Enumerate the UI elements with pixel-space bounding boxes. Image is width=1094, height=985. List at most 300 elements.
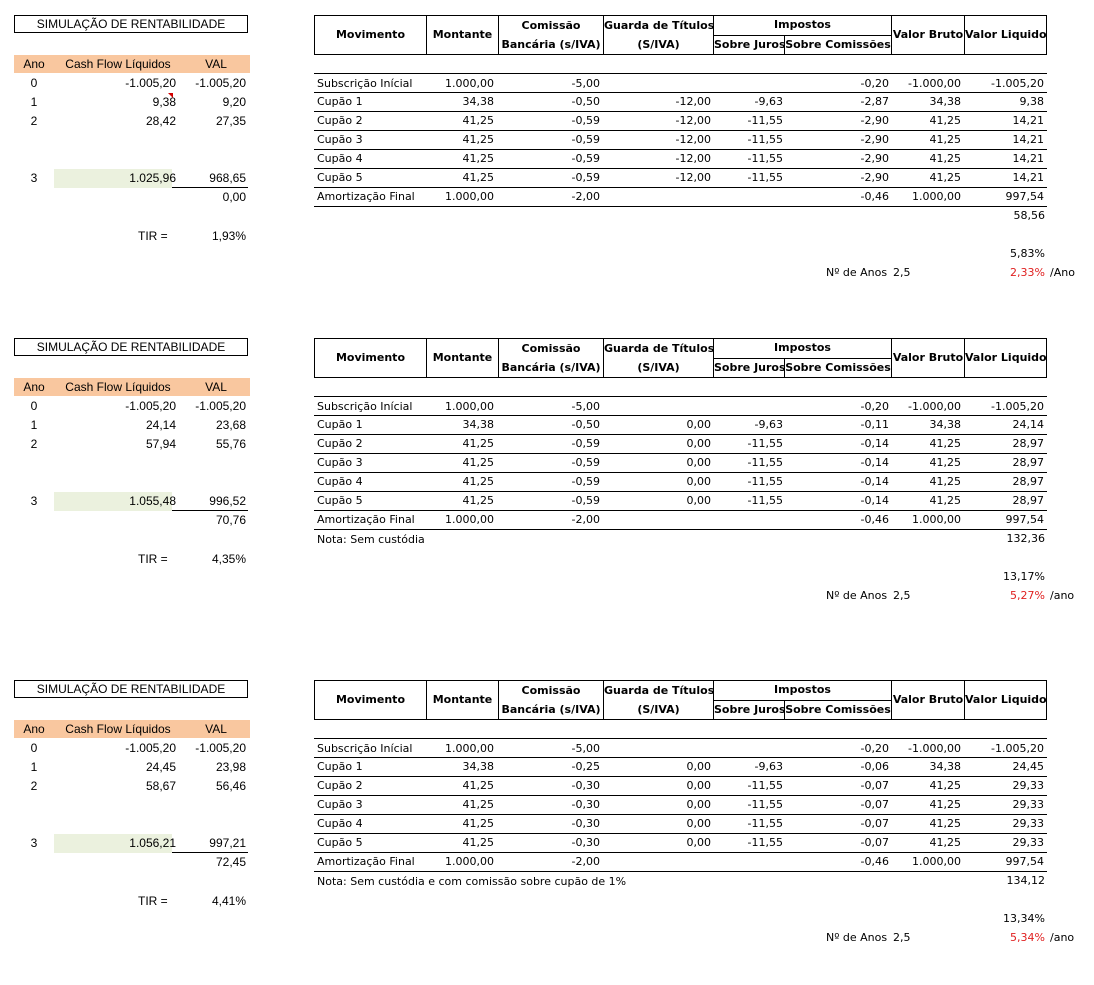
cash-flow-cell: 28,42 <box>145 114 176 128</box>
ano-cell: 2 <box>30 779 38 793</box>
col-ano-header: Ano <box>23 57 45 71</box>
valor-liquido-cell: 24,45 <box>1012 760 1044 773</box>
montante-cell: 1.000,00 <box>445 190 494 203</box>
movimento-cell: Cupão 4 <box>317 817 363 830</box>
movimento-cell: Amortização Final <box>317 855 415 868</box>
valor-liquido-cell: 28,97 <box>1012 437 1044 450</box>
net-total: 134,12 <box>1006 874 1045 887</box>
montante-cell: 1.000,00 <box>445 855 494 868</box>
valor-liquido-cell: 997,54 <box>1005 855 1044 868</box>
valor-liquido-cell: -1.005,20 <box>991 400 1044 413</box>
movement-table-header <box>314 15 1047 55</box>
movimento-cell: Amortização Final <box>317 513 415 526</box>
net-total: 58,56 <box>1013 209 1045 222</box>
movimento-cell: Amortização Final <box>317 190 415 203</box>
movimento-cell: Cupão 1 <box>317 760 363 773</box>
guarda-cell: 0,00 <box>686 475 711 488</box>
movement-row <box>314 111 1047 131</box>
movimento-cell: Cupão 2 <box>317 779 363 792</box>
comissao-cell: -2,00 <box>571 513 600 526</box>
guarda-cell: -12,00 <box>675 171 711 184</box>
montante-cell: 1.000,00 <box>445 742 494 755</box>
cash-flow-header <box>14 378 250 396</box>
comissao-cell: -0,59 <box>571 133 600 146</box>
header-sobre-comissoes: Sobre Comissões <box>785 703 891 716</box>
val-total: 72,45 <box>215 855 246 869</box>
cash-flow-row <box>14 492 250 511</box>
years-label: Nº de Anos <box>826 266 888 279</box>
header-comissao: Comissão Bancária (s/IVA) <box>499 16 604 54</box>
sobre-juros-cell: -11,55 <box>747 475 783 488</box>
annual-rate: 5,27% <box>1010 589 1045 602</box>
comissao-cell: -0,59 <box>571 494 600 507</box>
ano-cell: 0 <box>30 741 38 755</box>
valor-liquido-cell: 29,33 <box>1012 779 1044 792</box>
movement-row <box>314 92 1047 112</box>
sobre-juros-cell: -11,55 <box>747 133 783 146</box>
header-guarda-titulos: Guarda de Títulos (S/IVA) <box>604 16 714 54</box>
montante-cell: 41,25 <box>462 171 494 184</box>
movimento-cell: Cupão 1 <box>317 418 363 431</box>
montante-cell: 41,25 <box>462 133 494 146</box>
val-cell: 997,21 <box>209 836 246 850</box>
col-cash-flow-header: Cash Flow Líquidos <box>65 57 171 71</box>
valor-liquido-cell: 29,33 <box>1012 798 1044 811</box>
valor-bruto-cell: 41,25 <box>929 152 961 165</box>
movement-row <box>314 510 1047 530</box>
header-montante: Montante <box>427 16 499 54</box>
montante-cell: 34,38 <box>462 95 494 108</box>
sobre-comissoes-cell: -0,20 <box>860 400 889 413</box>
valor-bruto-cell: 41,25 <box>929 494 961 507</box>
comissao-cell: -0,59 <box>571 456 600 469</box>
guarda-cell: 0,00 <box>686 760 711 773</box>
guarda-cell: 0,00 <box>686 779 711 792</box>
comissao-cell: -5,00 <box>571 77 600 90</box>
sobre-juros-cell: -11,55 <box>747 152 783 165</box>
movement-row <box>314 130 1047 150</box>
valor-liquido-cell: 28,97 <box>1012 475 1044 488</box>
sobre-comissoes-cell: -0,11 <box>860 418 889 431</box>
valor-bruto-cell: 41,25 <box>929 817 961 830</box>
cash-flow-row <box>14 758 250 777</box>
ano-cell: 3 <box>30 171 38 185</box>
comissao-cell: -0,30 <box>571 798 600 811</box>
header-valor-bruto: Valor Bruto <box>892 681 965 719</box>
sobre-juros-cell: -11,55 <box>747 437 783 450</box>
sobre-comissoes-cell: -0,14 <box>860 456 889 469</box>
annual-rate-unit: /ano <box>1050 931 1075 944</box>
header-impostos <box>714 16 892 54</box>
movimento-cell: Cupão 1 <box>317 95 363 108</box>
sobre-juros-cell: -11,55 <box>747 114 783 127</box>
valor-liquido-cell: 997,54 <box>1005 513 1044 526</box>
years-value: 2,5 <box>893 589 911 602</box>
movimento-cell: Cupão 2 <box>317 114 363 127</box>
sobre-juros-cell: -11,55 <box>747 494 783 507</box>
header-comissao: Comissão Bancária (s/IVA) <box>499 339 604 377</box>
header-sobre-comissoes: Sobre Comissões <box>785 38 891 51</box>
montante-cell: 41,25 <box>462 817 494 830</box>
guarda-cell: 0,00 <box>686 494 711 507</box>
ano-cell: 2 <box>30 114 38 128</box>
montante-cell: 41,25 <box>462 437 494 450</box>
guarda-cell: 0,00 <box>686 418 711 431</box>
valor-bruto-cell: 41,25 <box>929 114 961 127</box>
val-cell: 23,68 <box>215 418 246 432</box>
sobre-juros-cell: -11,55 <box>747 836 783 849</box>
guarda-cell: -12,00 <box>675 114 711 127</box>
valor-liquido-cell: 29,33 <box>1012 836 1044 849</box>
valor-liquido-cell: 28,97 <box>1012 456 1044 469</box>
ano-cell: 1 <box>30 760 38 774</box>
annual-rate-unit: /Ano <box>1050 266 1075 279</box>
valor-bruto-cell: -1.000,00 <box>908 742 961 755</box>
sobre-juros-cell: -11,55 <box>747 171 783 184</box>
movimento-cell: Cupão 5 <box>317 494 363 507</box>
valor-liquido-cell: 14,21 <box>1012 152 1044 165</box>
cash-flow-cell: 1.056,21 <box>129 836 176 850</box>
cash-flow-row <box>14 834 250 853</box>
sobre-comissoes-cell: -0,07 <box>860 817 889 830</box>
sobre-comissoes-cell: -0,07 <box>860 779 889 792</box>
comissao-cell: -0,30 <box>571 817 600 830</box>
cash-flow-cell: 57,94 <box>145 437 176 451</box>
val-cell: 9,20 <box>222 95 246 109</box>
cash-flow-cell: 24,45 <box>145 760 176 774</box>
comissao-cell: -5,00 <box>571 742 600 755</box>
movimento-cell: Subscrição Inícial <box>317 742 413 755</box>
comissao-cell: -0,30 <box>571 779 600 792</box>
sobre-juros-cell: -9,63 <box>754 418 783 431</box>
sobre-comissoes-cell: -2,90 <box>860 152 889 165</box>
header-montante: Montante <box>427 339 499 377</box>
movement-row <box>314 757 1047 777</box>
header-impostos-label: Impostos <box>714 16 891 36</box>
header-valor-bruto: Valor Bruto <box>892 339 965 377</box>
movement-row <box>314 472 1047 492</box>
valor-liquido-cell: 28,97 <box>1012 494 1044 507</box>
valor-liquido-cell: 997,54 <box>1005 190 1044 203</box>
val-cell: -1.005,20 <box>195 76 246 90</box>
sobre-comissoes-cell: -2,90 <box>860 171 889 184</box>
years-value: 2,5 <box>893 931 911 944</box>
cash-flow-cell: 9,38 <box>152 95 176 109</box>
header-sobre-comissoes: Sobre Comissões <box>785 361 891 374</box>
sobre-comissoes-cell: -0,46 <box>860 190 889 203</box>
header-montante: Montante <box>427 681 499 719</box>
movimento-cell: Subscrição Inícial <box>317 400 413 413</box>
val-total: 70,76 <box>215 513 246 527</box>
return-percentage: 13,34% <box>1003 912 1045 925</box>
guarda-cell: 0,00 <box>686 817 711 830</box>
montante-cell: 41,25 <box>462 798 494 811</box>
cash-flow-cell: 24,14 <box>145 418 176 432</box>
comissao-cell: -2,00 <box>571 190 600 203</box>
valor-bruto-cell: 34,38 <box>929 95 961 108</box>
movement-table-header <box>314 680 1047 720</box>
comissao-cell: -0,30 <box>571 836 600 849</box>
montante-cell: 1.000,00 <box>445 400 494 413</box>
montante-cell: 1.000,00 <box>445 513 494 526</box>
sobre-juros-cell: -11,55 <box>747 779 783 792</box>
movimento-cell: Subscrição Inícial <box>317 77 413 90</box>
cash-flow-row <box>14 74 250 93</box>
montante-cell: 34,38 <box>462 760 494 773</box>
annual-rate: 2,33% <box>1010 266 1045 279</box>
guarda-cell: 0,00 <box>686 456 711 469</box>
valor-bruto-cell: 1.000,00 <box>912 190 961 203</box>
montante-cell: 41,25 <box>462 779 494 792</box>
ano-cell: 0 <box>30 76 38 90</box>
valor-bruto-cell: 1.000,00 <box>912 513 961 526</box>
valor-liquido-cell: 9,38 <box>1019 95 1044 108</box>
header-impostos-label: Impostos <box>714 339 891 359</box>
montante-cell: 1.000,00 <box>445 77 494 90</box>
col-val-header: VAL <box>205 57 227 71</box>
valor-bruto-cell: 34,38 <box>929 760 961 773</box>
col-ano-header: Ano <box>23 380 45 394</box>
comissao-cell: -5,00 <box>571 400 600 413</box>
simulation-title: SIMULAÇÃO DE RENTABILIDADE <box>14 15 248 33</box>
years-value: 2,5 <box>893 266 911 279</box>
valor-liquido-cell: 14,21 <box>1012 114 1044 127</box>
header-comissao: Comissão Bancária (s/IVA) <box>499 681 604 719</box>
movement-row <box>314 795 1047 815</box>
sobre-juros-cell: -11,55 <box>747 798 783 811</box>
movimento-cell: Cupão 4 <box>317 152 363 165</box>
movimento-cell: Cupão 3 <box>317 133 363 146</box>
col-val-header: VAL <box>205 380 227 394</box>
val-total-row <box>14 511 250 530</box>
sobre-comissoes-cell: -0,14 <box>860 475 889 488</box>
ano-cell: 2 <box>30 437 38 451</box>
sobre-comissoes-cell: -0,46 <box>860 855 889 868</box>
movement-row <box>314 852 1047 872</box>
valor-bruto-cell: -1.000,00 <box>908 400 961 413</box>
cash-flow-header <box>14 720 250 738</box>
simulation-title: SIMULAÇÃO DE RENTABILIDADE <box>14 680 248 698</box>
sobre-comissoes-cell: -0,14 <box>860 437 889 450</box>
ano-cell: 0 <box>30 399 38 413</box>
header-valor-liquido: Valor Liquido <box>965 693 1047 706</box>
header-guarda-titulos: Guarda de Títulos (S/IVA) <box>604 339 714 377</box>
sobre-comissoes-cell: -2,87 <box>860 95 889 108</box>
guarda-cell: -12,00 <box>675 133 711 146</box>
valor-liquido-cell: -1.005,20 <box>991 742 1044 755</box>
col-cash-flow-header: Cash Flow Líquidos <box>65 722 171 736</box>
tir-value: 4,35% <box>211 552 246 566</box>
val-total-row <box>14 853 250 872</box>
sobre-comissoes-cell: -2,90 <box>860 114 889 127</box>
simulation-title: SIMULAÇÃO DE RENTABILIDADE <box>14 338 248 356</box>
header-sobre-juros: Sobre Juros <box>714 35 785 54</box>
montante-cell: 41,25 <box>462 836 494 849</box>
sobre-comissoes-cell: -0,07 <box>860 798 889 811</box>
valor-bruto-cell: 41,25 <box>929 798 961 811</box>
header-movimento: Movimento <box>315 16 427 54</box>
annual-rate: 5,34% <box>1010 931 1045 944</box>
return-percentage: 13,17% <box>1003 570 1045 583</box>
years-label: Nº de Anos <box>826 589 888 602</box>
net-total: 132,36 <box>1006 532 1045 545</box>
montante-cell: 34,38 <box>462 418 494 431</box>
valor-bruto-cell: 41,25 <box>929 475 961 488</box>
movement-row <box>314 833 1047 853</box>
cash-flow-row <box>14 397 250 416</box>
comissao-cell: -0,59 <box>571 114 600 127</box>
cash-flow-row <box>14 112 250 131</box>
ano-cell: 3 <box>30 494 38 508</box>
movement-row <box>314 453 1047 473</box>
cash-flow-row <box>14 416 250 435</box>
movement-row <box>314 73 1047 93</box>
return-percentage: 5,83% <box>1010 247 1045 260</box>
montante-cell: 41,25 <box>462 456 494 469</box>
movement-row <box>314 396 1047 416</box>
val-cell: 27,35 <box>215 114 246 128</box>
sobre-comissoes-cell: -0,46 <box>860 513 889 526</box>
movement-row <box>314 434 1047 454</box>
annual-rate-unit: /ano <box>1050 589 1075 602</box>
sobre-juros-cell: -9,63 <box>754 760 783 773</box>
valor-bruto-cell: 41,25 <box>929 437 961 450</box>
movement-row <box>314 814 1047 834</box>
val-cell: 23,98 <box>215 760 246 774</box>
valor-liquido-cell: 14,21 <box>1012 171 1044 184</box>
sobre-juros-cell: -11,55 <box>747 456 783 469</box>
val-cell: 55,76 <box>215 437 246 451</box>
col-cash-flow-header: Cash Flow Líquidos <box>65 380 171 394</box>
sobre-comissoes-cell: -0,07 <box>860 836 889 849</box>
val-cell: 968,65 <box>209 171 246 185</box>
valor-liquido-cell: -1.005,20 <box>991 77 1044 90</box>
header-impostos <box>714 681 892 719</box>
movement-row <box>314 415 1047 435</box>
sobre-comissoes-cell: -2,90 <box>860 133 889 146</box>
val-cell: 56,46 <box>215 779 246 793</box>
val-cell: -1.005,20 <box>195 399 246 413</box>
cash-flow-cell: 1.025,96 <box>129 171 176 185</box>
movement-row <box>314 776 1047 796</box>
col-val-header: VAL <box>205 722 227 736</box>
val-total-row <box>14 188 250 207</box>
note: Nota: Sem custódia e com comissão sobre cupão de 1% <box>317 875 627 888</box>
guarda-cell: 0,00 <box>686 437 711 450</box>
years-label: Nº de Anos <box>826 931 888 944</box>
comissao-cell: -0,50 <box>571 418 600 431</box>
montante-cell: 41,25 <box>462 114 494 127</box>
header-valor-liquido: Valor Liquido <box>965 351 1047 364</box>
header-movimento: Movimento <box>315 681 427 719</box>
valor-liquido-cell: 14,21 <box>1012 133 1044 146</box>
sobre-comissoes-cell: -0,20 <box>860 742 889 755</box>
sobre-juros-cell: -9,63 <box>754 95 783 108</box>
guarda-cell: -12,00 <box>675 95 711 108</box>
valor-liquido-cell: 29,33 <box>1012 817 1044 830</box>
simulation-block <box>0 665 1094 985</box>
movimento-cell: Cupão 3 <box>317 798 363 811</box>
header-valor-bruto: Valor Bruto <box>892 16 965 54</box>
sobre-comissoes-cell: -0,20 <box>860 77 889 90</box>
cash-flow-row <box>14 93 250 112</box>
header-movimento: Movimento <box>315 339 427 377</box>
movement-row <box>314 738 1047 758</box>
movimento-cell: Cupão 5 <box>317 171 363 184</box>
comissao-cell: -0,50 <box>571 95 600 108</box>
movimento-cell: Cupão 4 <box>317 475 363 488</box>
comissao-cell: -0,25 <box>571 760 600 773</box>
note: Nota: Sem custódia <box>317 533 425 546</box>
header-impostos <box>714 339 892 377</box>
simulation-block <box>0 0 1094 320</box>
ano-cell: 3 <box>30 836 38 850</box>
comissao-cell: -2,00 <box>571 855 600 868</box>
cash-flow-cell: -1.005,20 <box>125 741 176 755</box>
cash-flow-header <box>14 55 250 73</box>
header-valor-liquido: Valor Liquido <box>965 28 1047 41</box>
movement-table-header <box>314 338 1047 378</box>
sobre-comissoes-cell: -0,14 <box>860 494 889 507</box>
cash-flow-cell: -1.005,20 <box>125 76 176 90</box>
tir-label: TIR = <box>138 894 168 908</box>
sobre-comissoes-cell: -0,06 <box>860 760 889 773</box>
cash-flow-row <box>14 435 250 454</box>
cash-flow-row <box>14 169 250 188</box>
comissao-cell: -0,59 <box>571 152 600 165</box>
guarda-cell: -12,00 <box>675 152 711 165</box>
valor-liquido-cell: 24,14 <box>1012 418 1044 431</box>
val-cell: -1.005,20 <box>195 741 246 755</box>
header-sobre-juros: Sobre Juros <box>714 358 785 377</box>
montante-cell: 41,25 <box>462 152 494 165</box>
movimento-cell: Cupão 2 <box>317 437 363 450</box>
valor-bruto-cell: 41,25 <box>929 171 961 184</box>
valor-bruto-cell: 41,25 <box>929 456 961 469</box>
comissao-cell: -0,59 <box>571 171 600 184</box>
cash-flow-cell: 1.055,48 <box>129 494 176 508</box>
header-impostos-label: Impostos <box>714 681 891 701</box>
montante-cell: 41,25 <box>462 475 494 488</box>
valor-bruto-cell: -1.000,00 <box>908 77 961 90</box>
tir-label: TIR = <box>138 229 168 243</box>
cash-flow-cell: 58,67 <box>145 779 176 793</box>
cash-flow-cell: -1.005,20 <box>125 399 176 413</box>
tir-value: 1,93% <box>211 229 246 243</box>
movement-row <box>314 187 1047 207</box>
comment-indicator[interactable] <box>168 93 173 98</box>
valor-bruto-cell: 41,25 <box>929 836 961 849</box>
movement-row <box>314 168 1047 188</box>
simulation-block <box>0 323 1094 643</box>
header-guarda-titulos: Guarda de Títulos (S/IVA) <box>604 681 714 719</box>
comissao-cell: -0,59 <box>571 475 600 488</box>
movement-row <box>314 149 1047 169</box>
valor-bruto-cell: 34,38 <box>929 418 961 431</box>
valor-bruto-cell: 41,25 <box>929 779 961 792</box>
ano-cell: 1 <box>30 95 38 109</box>
cash-flow-row <box>14 777 250 796</box>
guarda-cell: 0,00 <box>686 836 711 849</box>
montante-cell: 41,25 <box>462 494 494 507</box>
movimento-cell: Cupão 3 <box>317 456 363 469</box>
col-ano-header: Ano <box>23 722 45 736</box>
tir-value: 4,41% <box>211 894 246 908</box>
ano-cell: 1 <box>30 418 38 432</box>
valor-bruto-cell: 41,25 <box>929 133 961 146</box>
cash-flow-row <box>14 739 250 758</box>
valor-bruto-cell: 1.000,00 <box>912 855 961 868</box>
